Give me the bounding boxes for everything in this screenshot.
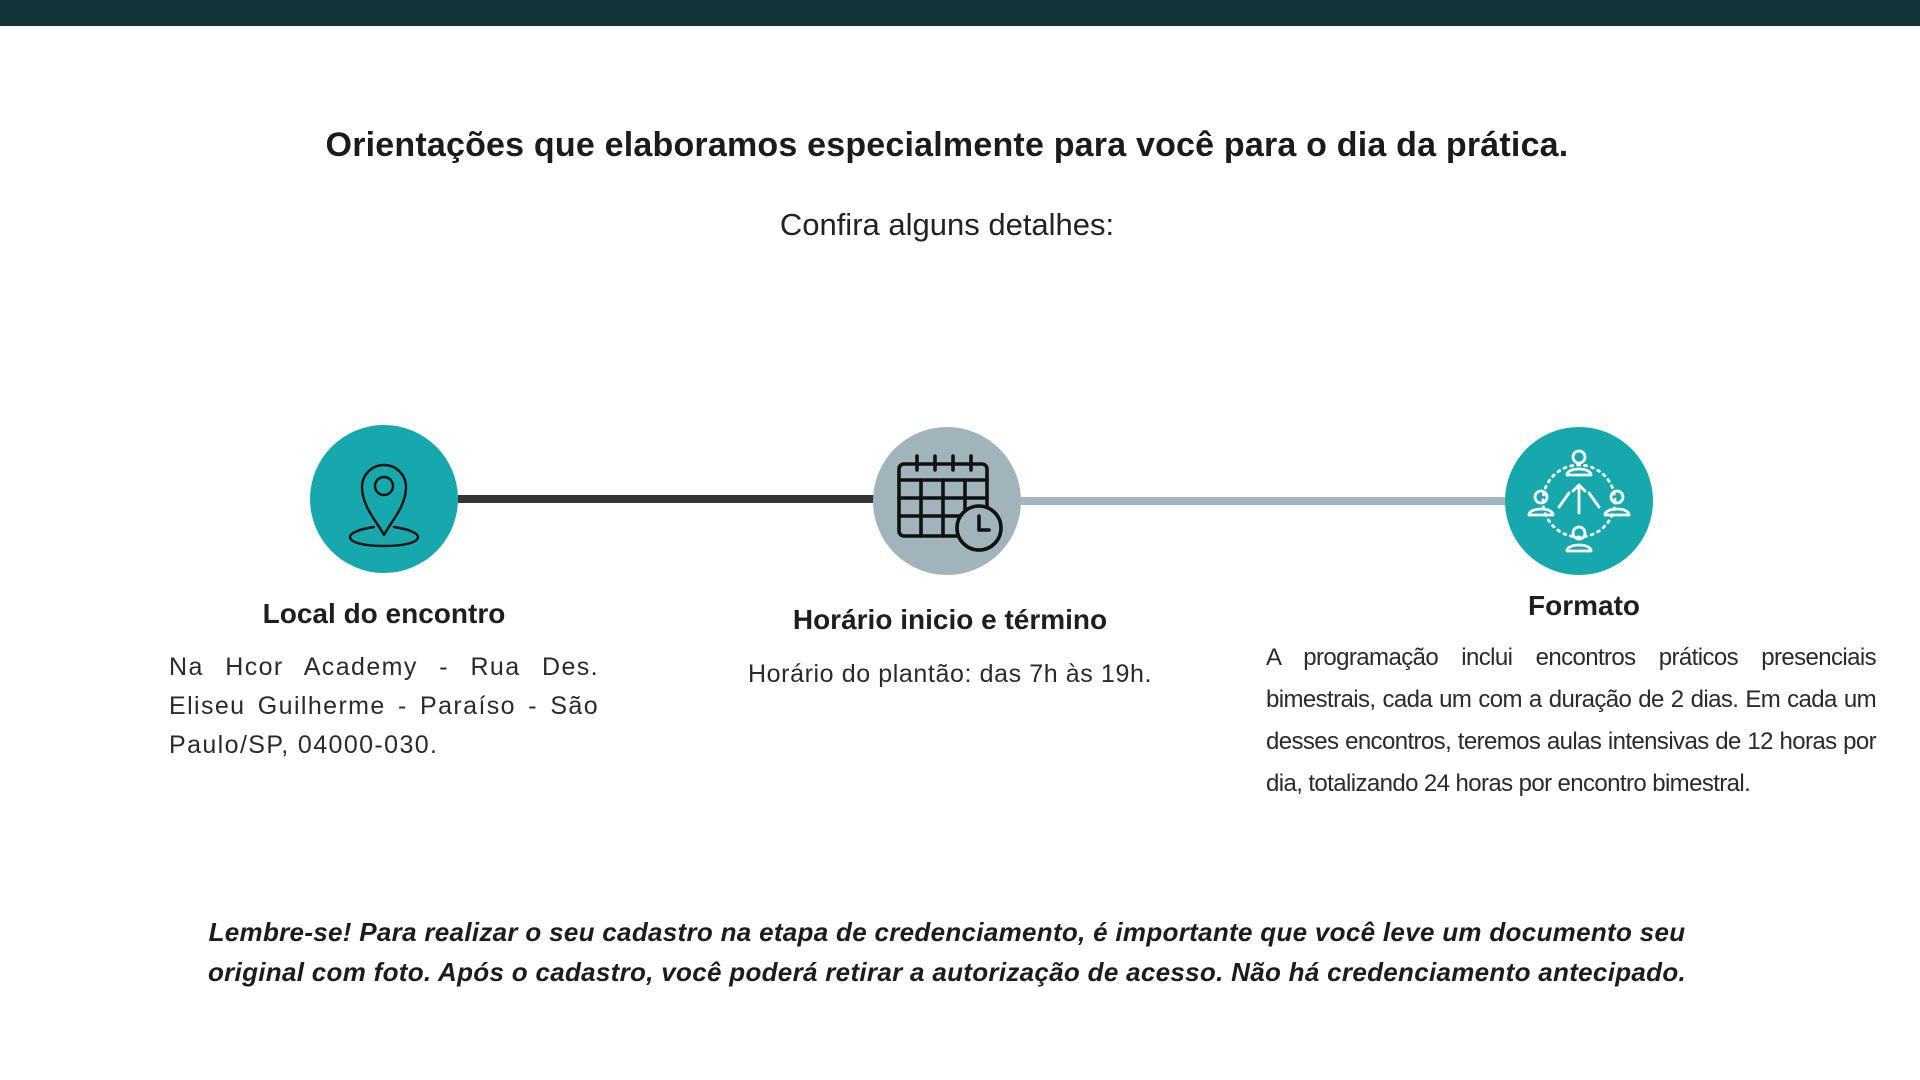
calendar-clock-icon bbox=[887, 446, 1007, 556]
timeline-connector-2 bbox=[1020, 497, 1516, 505]
format-title: Formato bbox=[1528, 590, 1640, 621]
format-circle bbox=[1505, 427, 1653, 575]
location-title: Local do encontro bbox=[262, 598, 506, 629]
network-people-icon bbox=[1521, 443, 1637, 559]
page-subtitle: Confira alguns detalhes: bbox=[779, 207, 1115, 242]
location-pin-icon bbox=[334, 449, 434, 549]
schedule-title: Horário inicio e término bbox=[792, 604, 1108, 635]
top-bar bbox=[0, 0, 1920, 26]
schedule-text: Horário do plantão: das 7h às 19h. bbox=[748, 660, 1152, 688]
location-circle bbox=[310, 425, 458, 573]
location-text: Na Hcor Academy - Rua Des. Eliseu Guilherme - Paraíso - São Paulo/SP, 04000-030. bbox=[169, 653, 599, 759]
schedule-circle bbox=[873, 427, 1021, 575]
timeline-connector-1 bbox=[458, 495, 878, 503]
reminder-note: Lembre-se! Para realizar o seu cadastro na etapa de credenciamento, é importante que você leve um documento seu original com foto. Após o cadastro, você poderá retirar a autorização de acesso. Não há credenciamento antecipado. bbox=[207, 917, 1687, 987]
format-text: A programação inclui encontros práticos presenciais bimestrais, cada um com a duração de 2 dias. Em cada um desses encontros, teremos aulas intensivas de 12 horas por dia, totalizando 24 horas por encontro bimestral. bbox=[1266, 644, 1876, 797]
page-title: Orientações que elaboramos especialmente para você para o dia da prática. bbox=[325, 126, 1569, 164]
